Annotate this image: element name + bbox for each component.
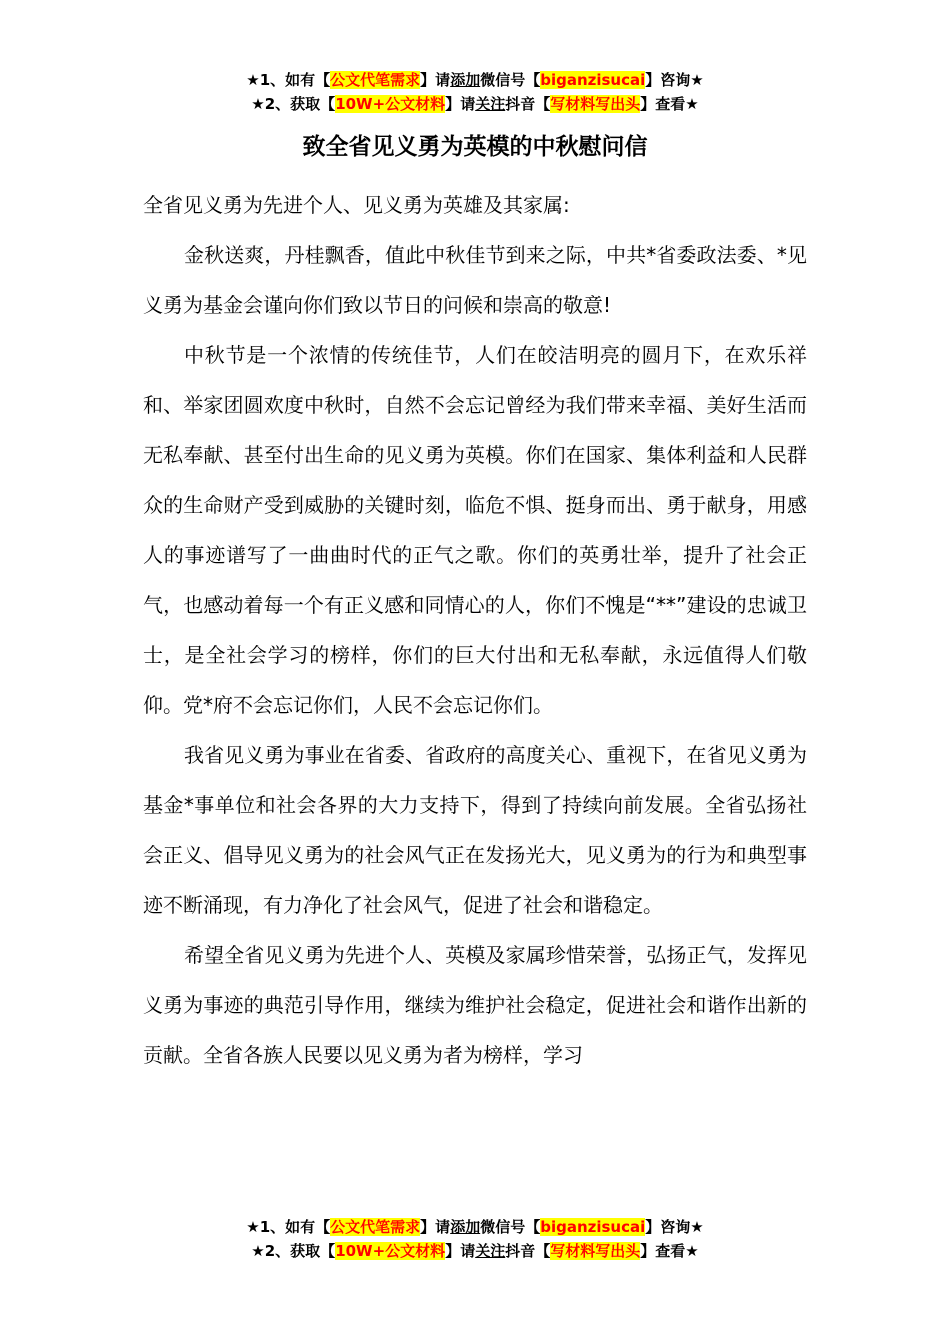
- banner-line-1-mid-1: 】请: [420, 1218, 451, 1236]
- banner-line-1-mid-2: 微信号【: [480, 1218, 541, 1236]
- banner-line-1-highlight-1: 公文代笔需求: [330, 1218, 421, 1236]
- body-paragraph-2: 中秋节是一个浓情的传统佳节，人们在皎洁明亮的圆月下，在欢乐祥和、举家团圆欢度中秋时，自然不会忘记曾经为我们带来幸福、美好生活而无私奉献、甚至付出生命的见义勇为英模。你们在国家、集体利益和人民群众的生命财产受到威胁的关键时刻，临危不惧、挺身而出、勇于献身，用感人的事迹谱写了一曲曲时代的正气之歌。你们的英勇壮举，提升了社会正气，也感动着每一个有正义感和同情心的人，你们不愧是“**”建设的忠诚卫士，是全社会学习的榜样，你们的巨大付出和无私奉献，永远值得人们敬仰。党*府不会忘记你们，人民不会忘记你们。: [143, 343, 807, 717]
- banner-line-2: [0, 1239, 950, 1263]
- salutation: 全省见义勇为先进个人、见义勇为英雄及其家属:: [143, 193, 570, 217]
- body-paragraph-3: 我省见义勇为事业在省委、省政府的高度关心、重视下，在省见义勇为基金*事单位和社会各界的大力支持下，得到了持续向前发展。全省弘扬社会正义、倡导见义勇为的社会风气正在发扬光大，见义勇为的行为和典型事迹不断涌现，有力净化了社会风气，促进了社会和谐稳定。: [143, 743, 807, 917]
- banner-line-1: [0, 1215, 950, 1239]
- banner-line-2-suffix: 】查看★: [640, 1242, 699, 1260]
- banner-line-2-suffix: 】查看★: [640, 95, 699, 113]
- banner-line-2-underlined: 关注: [475, 1242, 506, 1260]
- top-banner: [0, 68, 950, 116]
- document-title: 致全省见义勇为英模的中秋慰问信: [302, 134, 648, 160]
- banner-line-2-mid-2: 抖音【: [505, 1242, 551, 1260]
- banner-line-1-underlined: 添加: [450, 71, 481, 89]
- banner-line-2-prefix: ★2、获取【: [251, 1242, 336, 1260]
- bottom-banner: [0, 1215, 950, 1263]
- banner-line-1: [0, 68, 950, 92]
- banner-line-2-mid-1: 】请: [445, 1242, 476, 1260]
- banner-line-2-highlight-1: 10W+公文材料: [335, 1242, 446, 1260]
- body-paragraph-1: 金秋送爽，丹桂飘香，值此中秋佳节到来之际，中共*省委政法委、*见义勇为基金会谨向你们致以节日的问候和崇高的敬意!: [143, 243, 807, 317]
- banner-line-2-prefix: ★2、获取【: [251, 95, 336, 113]
- banner-line-1-mid-1: 】请: [420, 71, 451, 89]
- banner-line-2: [0, 92, 950, 116]
- banner-line-1-suffix: 】咨询★: [645, 1218, 704, 1236]
- banner-line-2-mid-2: 抖音【: [505, 95, 551, 113]
- banner-line-1-mid-2: 微信号【: [480, 71, 541, 89]
- banner-line-1-underlined: 添加: [450, 1218, 481, 1236]
- banner-line-1-highlight-2: biganzisucai: [540, 71, 646, 89]
- banner-line-2-highlight-1: 10W+公文材料: [335, 95, 446, 113]
- banner-line-2-underlined: 关注: [475, 95, 506, 113]
- body-paragraph-4: 希望全省见义勇为先进个人、英模及家属珍惜荣誉，弘扬正气，发挥见义勇为事迹的典范引导作用，继续为维护社会稳定，促进社会和谐作出新的贡献。全省各族人民要以见义勇为者为榜样，学习: [143, 943, 807, 1067]
- banner-line-2-mid-1: 】请: [445, 95, 476, 113]
- banner-line-1-prefix: ★1、如有【: [246, 71, 331, 89]
- banner-line-1-highlight-2: biganzisucai: [540, 1218, 646, 1236]
- banner-line-1-prefix: ★1、如有【: [246, 1218, 331, 1236]
- banner-line-1-highlight-1: 公文代笔需求: [330, 71, 421, 89]
- banner-line-2-highlight-2: 写材料写出头: [550, 95, 641, 113]
- banner-line-2-highlight-2: 写材料写出头: [550, 1242, 641, 1260]
- document-body: [143, 180, 807, 1080]
- banner-line-1-suffix: 】咨询★: [645, 71, 704, 89]
